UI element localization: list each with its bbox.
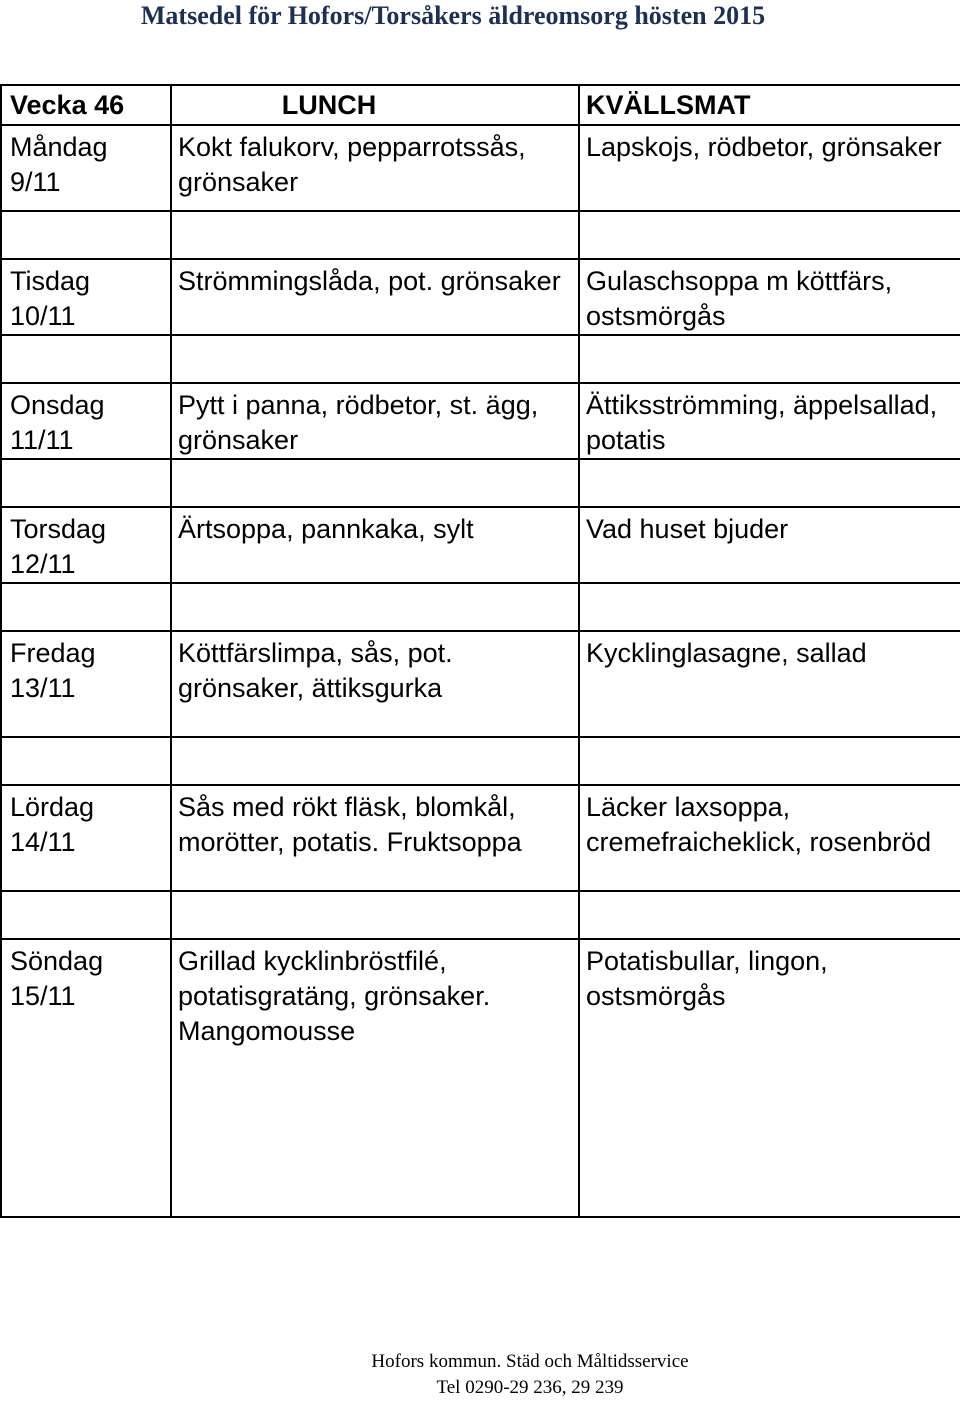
row-spacer [1,211,960,259]
row-spacer [1,459,960,507]
footer-phone: Tel 0290-29 236, 29 239 [436,1377,624,1398]
day-name: Söndag [10,946,104,976]
lunch-cell: Pytt i panna, rödbetor, st. ägg, grönsaker [171,383,579,459]
dinner-cell: Gulaschsoppa m köttfärs, ostsmörgås [579,259,960,335]
row-spacer [1,335,960,383]
day-date: 11/11 [10,425,74,455]
day-date: 13/11 [10,673,76,703]
row-spacer [1,891,960,939]
day-name: Torsdag [10,514,107,544]
day-cell [1,939,171,1217]
day-name: Onsdag [10,390,105,420]
dinner-header: KVÄLLSMAT [579,85,960,125]
day-cell [1,785,171,891]
dinner-cell: Potatisbullar, lingon, ostsmörgås [579,939,960,1217]
day-date: 12/11 [10,549,76,579]
table-row [1,631,960,737]
day-name: Tisdag [10,266,91,296]
day-name: Måndag [10,132,108,162]
lunch-cell: Strömmingslåda, pot. grönsaker [171,259,579,335]
day-cell [1,631,171,737]
week-label: Vecka 46 [1,85,171,125]
table-row [1,939,960,1217]
dinner-cell: Vad huset bjuder [579,507,960,583]
table-header-row [1,85,960,125]
table-row [1,259,960,335]
day-name: Fredag [10,638,96,668]
page-title: Matsedel för Hofors/Torsåkers äldreomsorg hösten 2015 [140,1,766,30]
lunch-cell: Ärtsoppa, pannkaka, sylt [171,507,579,583]
day-date: 10/11 [10,301,76,331]
lunch-cell: Kokt falukorv, pepparrotssås, grönsaker [171,125,579,211]
lunch-cell: Grillad kycklinbröstfilé, potatisgratäng, grönsaker. Mangomousse [171,939,579,1217]
dinner-cell: Ättiksströmming, äppelsallad, potatis [579,383,960,459]
day-cell [1,125,171,211]
lunch-header: LUNCH [171,85,579,125]
lunch-cell: Sås med rökt fläsk, blomkål, morötter, potatis. Fruktsoppa [171,785,579,891]
row-spacer [1,737,960,785]
dinner-cell: Lapskojs, rödbetor, grönsaker [579,125,960,211]
table-row [1,383,960,459]
table-row [1,785,960,891]
dinner-cell: Kycklinglasagne, sallad [579,631,960,737]
day-cell [1,507,171,583]
table-row [1,507,960,583]
day-cell [1,259,171,335]
day-cell [1,383,171,459]
row-spacer [1,583,960,631]
day-date: 15/11 [10,981,76,1011]
menu-table [0,84,960,1218]
day-date: 14/11 [10,827,76,857]
table-row [1,125,960,211]
day-name: Lördag [10,792,95,822]
footer-organization: Hofors kommun. Städ och Måltidsservice [371,1351,689,1372]
lunch-cell: Köttfärslimpa, sås, pot. grönsaker, ättiksgurka [171,631,579,737]
day-date: 9/11 [10,167,61,197]
dinner-cell: Läcker laxsoppa, cremefraicheklick, rosenbröd [579,785,960,891]
